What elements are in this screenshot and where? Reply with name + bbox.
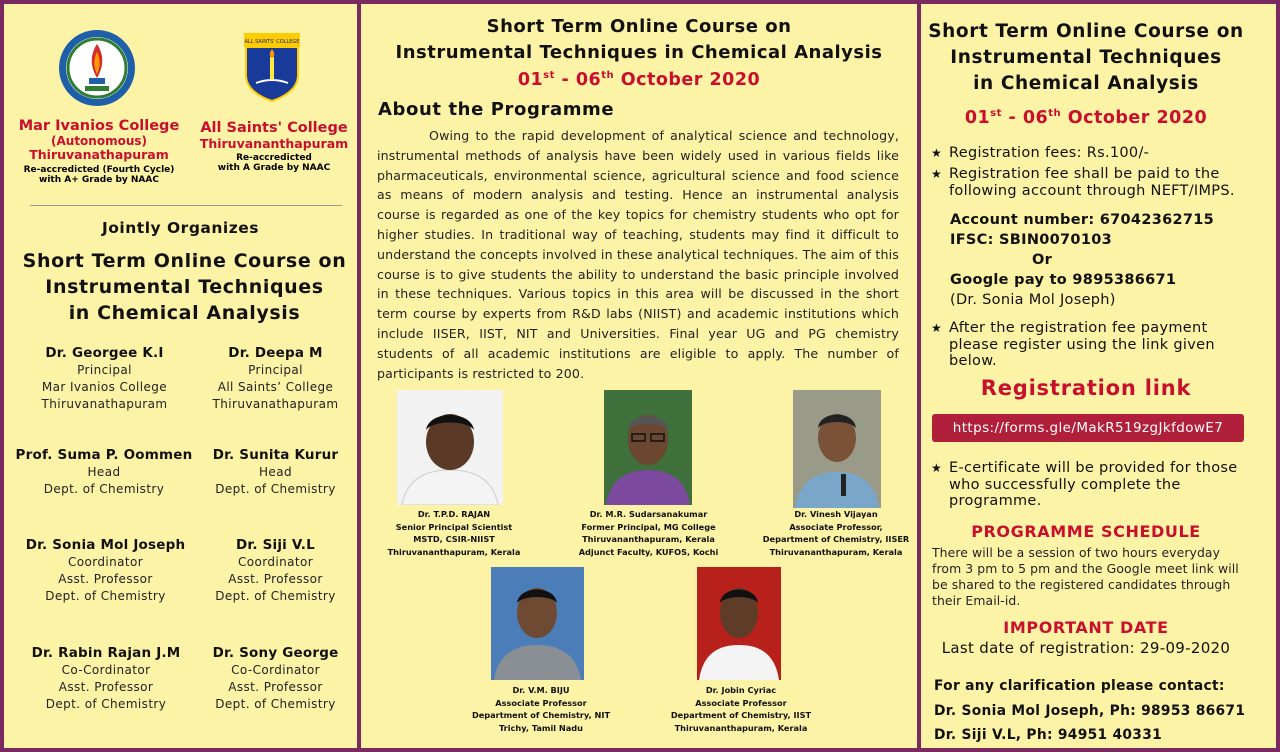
date-month: October 2020 <box>614 70 761 90</box>
faculty-line3: Dept. of Chemistry <box>45 697 167 711</box>
account-number: Account number: 67042362715 <box>950 212 1215 228</box>
left-panel <box>4 4 357 748</box>
faculty-line2: Asst. Professor <box>228 572 323 586</box>
college2-accr1: Re-accredicted <box>236 153 312 164</box>
faculty-name: Dr. Siji V.L <box>236 537 315 553</box>
faculty-card <box>193 345 357 413</box>
date-start: 01 <box>964 108 991 128</box>
college2-accr2: with A Grade by NAAC <box>217 163 331 174</box>
faculty-name: Dr. Georgee K.I <box>45 345 164 361</box>
faculty-role: Principal <box>248 363 303 377</box>
divider <box>30 205 342 206</box>
contact-2: Dr. Siji V.L, Ph: 94951 40331 <box>934 727 1162 743</box>
last-date-line <box>921 639 1251 657</box>
faculty-role: Principal <box>77 363 132 377</box>
speaker-line1: Senior Principal Scientist <box>395 521 513 532</box>
speaker-portrait-icon <box>793 390 881 508</box>
fee-note-item <box>931 166 1251 199</box>
speaker-photo <box>793 390 881 508</box>
faculty-line2: Asst. Professor <box>58 572 153 586</box>
right-title-line3: in Chemical Analysis <box>973 73 1199 94</box>
speaker-line2: Department of Chemistry, IIST <box>670 710 812 720</box>
faculty-line2: Dept. of Chemistry <box>215 482 336 496</box>
college1-city: Thiruvanathapuram <box>29 147 169 163</box>
faculty-line3: Thiruvanathapuram <box>212 397 339 411</box>
faculty-name: Dr. Deepa M <box>228 345 323 361</box>
after-item <box>931 320 1251 370</box>
faculty-card <box>10 447 198 498</box>
speaker-portrait-icon <box>697 567 781 680</box>
speaker-photo <box>491 567 584 680</box>
faculty-line2: Mar Ivanios College <box>41 380 168 394</box>
faculty-role: Coordinator <box>237 555 314 569</box>
speaker-line3: Thiruvananthapuram, Kerala <box>387 546 521 557</box>
date-suffix: st <box>990 108 1002 120</box>
faculty-line3: Dept. of Chemistry <box>215 589 336 603</box>
about-text: Owing to the rapid development of analytical science and technology, instrumental methods of analysis have been widely used in various fields like pharmaceuticals, environmental science, agricultural science and food science as means of modern analysis and testing. Hence an instrumental analysis course is regarded as one of the key topics for chemistry students who opt for higher studies. In traditional way of teaching, students may find it difficult to understand the concepts involved in these analytical techniques. The aim of this course is to give students the ability to understand the basic principle involved in these techniques. Various topics in this area will be discussed in the short term course by experts from R&D labs (NIIST) and academic institutions which include IISER, IIST, NIT and Universities. Final year UG and PG chemistry students of all academic institutions are eligible to apply. The number of participants is restricted to 200. <box>377 128 899 381</box>
left-title-line3: in Chemical Analysis <box>68 302 301 324</box>
speaker-line1: Associate Professor, <box>789 521 883 532</box>
star-bullet-icon: ★ <box>931 146 943 160</box>
left-title-line2: Instrumental Techniques <box>45 276 324 298</box>
right-panel <box>921 4 1276 748</box>
faculty-card <box>16 645 196 713</box>
speaker-line2: Thiruvananthapuram, Kerala <box>582 534 715 544</box>
or-separator: Or <box>1032 252 1053 268</box>
faculty-name: Dr. Sunita Kurur <box>212 447 339 463</box>
speaker-portrait-icon <box>491 567 584 680</box>
mid-title-line1: Short Term Online Course on <box>486 16 792 37</box>
faculty-line3: Dept. of Chemistry <box>45 589 166 603</box>
speaker-name: Dr. V.M. BIJU <box>512 685 570 695</box>
date-end: - 06 <box>554 70 602 90</box>
faculty-name: Prof. Suma P. Oommen <box>15 447 193 463</box>
faculty-card <box>193 645 357 713</box>
college1-block <box>9 118 189 186</box>
faculty-card <box>13 537 198 605</box>
speaker-name: Dr. Vinesh Vijayan <box>794 509 878 519</box>
middle-panel <box>361 4 917 748</box>
last-date-label: Last date of registration: <box>941 639 1141 657</box>
right-title <box>921 19 1251 97</box>
mid-title <box>361 14 917 66</box>
ifsc-code: IFSC: SBIN0070103 <box>950 232 1112 248</box>
faculty-line3: Thiruvanathapuram <box>41 397 168 411</box>
star-bullet-icon: ★ <box>931 461 943 475</box>
faculty-line2: All Saints’ College <box>217 380 334 394</box>
mid-title-line2: Instrumental Techniques in Chemical Analysis <box>395 42 883 63</box>
speaker-caption <box>461 684 621 734</box>
star-bullet-icon: ★ <box>931 167 943 181</box>
all-saints-crest-icon <box>242 31 302 103</box>
college1-accr1: Re-accredicted (Fourth Cycle) <box>23 164 175 175</box>
jointly-organizes: Jointly Organizes <box>102 219 259 237</box>
faculty-role: Co-Cordinator <box>231 663 320 677</box>
important-heading: IMPORTANT DATE <box>1003 618 1169 637</box>
fees-text: Registration fees: Rs.100/- <box>949 145 1150 161</box>
faculty-role: Co-Cordinator <box>61 663 151 677</box>
faculty-role: Head <box>259 465 292 479</box>
speaker-photo <box>697 567 781 680</box>
date-suffix: th <box>1048 108 1062 120</box>
faculty-line2: Asst. Professor <box>58 680 154 694</box>
speaker-caption <box>661 684 821 734</box>
speaker-photo <box>604 390 692 505</box>
faculty-line2: Asst. Professor <box>228 680 323 694</box>
speaker-name: Dr. T.P.D. RAJAN <box>417 509 491 519</box>
date-suffix: th <box>601 70 615 82</box>
mar-ivanios-emblem-icon <box>55 28 139 108</box>
speaker-line2: Department of Chemistry, IISER <box>762 534 910 544</box>
college1-accr2: with A+ Grade by NAAC <box>39 175 159 186</box>
college1-sub: (Autonomous) <box>51 133 147 148</box>
schedule-text: There will be a session of two hours everyday from 3 pm to 5 pm and the Google meet link will be shared to the registered candidates through their Email-id. <box>932 545 1239 608</box>
faculty-line3: Dept. of Chemistry <box>215 697 336 711</box>
contact-block <box>934 674 1245 748</box>
registration-link[interactable]: https://forms.gle/MakR519zgJkfdowE7 <box>932 414 1244 442</box>
speaker-line1: Associate Professor <box>495 697 587 708</box>
right-date <box>921 108 1251 128</box>
speaker-caption <box>379 508 529 558</box>
gpay-name: (Dr. Sonia Mol Joseph) <box>950 292 1116 308</box>
contact-heading: For any clarification please contact: <box>934 678 1225 694</box>
mid-date <box>361 70 917 90</box>
speaker-portrait-icon <box>604 390 692 505</box>
speaker-photo <box>397 390 503 505</box>
date-end: - 06 <box>1001 108 1049 128</box>
faculty-role: Coordinator <box>67 555 144 569</box>
college1-name: Mar Ivanios College <box>18 118 180 134</box>
last-date-value: 29-09-2020 <box>1140 639 1231 657</box>
faculty-role: Head <box>87 465 121 479</box>
contact-1: Dr. Sonia Mol Joseph, Ph: 98953 86671 <box>934 702 1246 719</box>
speaker-line2: Department of Chemistry, NIT <box>471 710 611 720</box>
faculty-card <box>193 537 357 605</box>
gpay-number: Google pay to 9895386671 <box>950 272 1177 288</box>
faculty-name: Dr. Sonia Mol Joseph <box>25 537 186 553</box>
faculty-card <box>193 447 357 498</box>
speaker-line3: Trichy, Tamil Nadu <box>499 722 583 733</box>
speaker-name: Dr. M.R. Sudarsanakumar <box>589 509 708 519</box>
college2-block <box>194 120 354 174</box>
crest-banner-text: ALL SAINTS' COLLEGE <box>244 39 300 45</box>
speaker-caption <box>571 508 726 558</box>
star-bullet-icon: ★ <box>931 321 943 335</box>
speaker-line3: Thiruvananthapuram, Kerala <box>769 546 903 557</box>
speaker-caption <box>756 508 916 558</box>
fees-item <box>931 145 1251 162</box>
right-title-line2: Instrumental Techniques <box>950 47 1222 68</box>
speaker-line1: Associate Professor <box>695 697 787 708</box>
ecert-item <box>931 460 1251 510</box>
faculty-name: Dr. Sony George <box>212 645 339 661</box>
college2-city: Thiruvananthapuram <box>199 135 349 151</box>
faculty-line2: Dept. of Chemistry <box>43 482 165 496</box>
registration-heading: Registration link <box>980 376 1192 400</box>
schedule-heading: PROGRAMME SCHEDULE <box>971 522 1201 541</box>
speaker-line2: MSTD, CSIR-NIIST <box>413 534 495 544</box>
date-start: 01 <box>517 70 544 90</box>
fee-note-text: Registration fee shall be paid to the following account through NEFT/IMPS. <box>949 166 1235 199</box>
about-heading: About the Programme <box>378 99 615 120</box>
speaker-line3: Thiruvananthapuram, Kerala <box>674 722 808 733</box>
right-title-line1: Short Term Online Course on <box>928 21 1244 42</box>
date-suffix: st <box>543 70 555 82</box>
speaker-portrait-icon <box>397 390 503 505</box>
speaker-line3: Adjunct Faculty, KUFOS, Kochi <box>578 546 719 557</box>
date-month: October 2020 <box>1061 108 1208 128</box>
faculty-name: Dr. Rabin Rajan J.M <box>31 645 181 661</box>
ecert-text: E-certificate will be provided for those who successfully complete the programme. <box>949 460 1238 509</box>
speaker-line1: Former Principal, MG College <box>581 521 716 532</box>
speaker-name: Dr. Jobin Cyriac <box>705 685 777 695</box>
after-text: After the registration fee payment please register using the link given below. <box>949 320 1215 369</box>
college2-name: All Saints' College <box>200 120 348 136</box>
faculty-card <box>22 345 187 413</box>
left-course-title <box>4 248 357 326</box>
left-title-line1: Short Term Online Course on <box>22 250 347 272</box>
payment-details <box>950 210 1214 310</box>
